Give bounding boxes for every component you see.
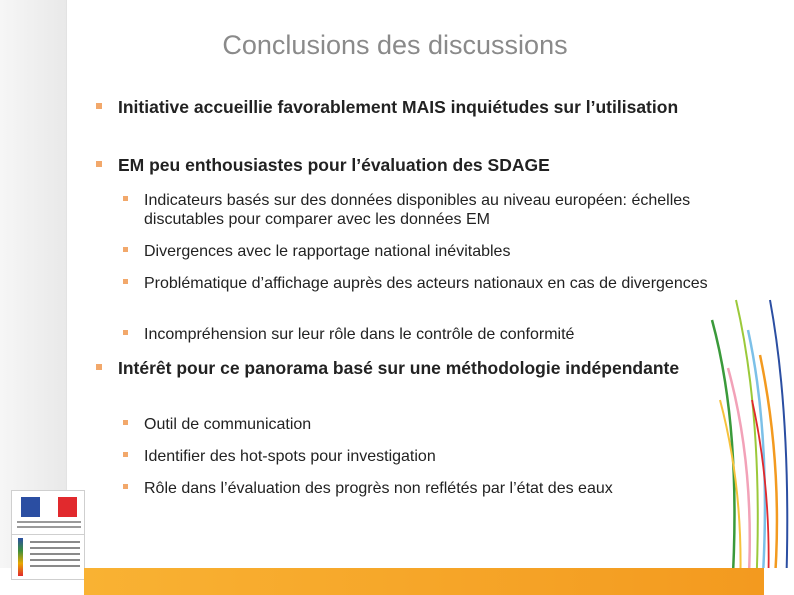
logo-divider [12,534,84,535]
square-bullet-icon [123,196,128,201]
square-bullet-icon [123,452,128,457]
sub-bullet-2-4: Incompréhension sur leur rôle dans le contrôle de conformité [123,325,713,344]
logo-color-bar [18,538,23,576]
logo-motto [17,521,81,531]
sub-bullet-2-2: Divergences avec le rapportage national inévitables [123,242,713,261]
square-bullet-icon [123,330,128,335]
bullet-point-3: Intérêt pour ce panorama basé sur une méthodologie indépendante [96,358,706,379]
bullet-point-2: EM peu enthousiastes pour l’évaluation des SDAGE [96,155,706,176]
square-bullet-icon [123,279,128,284]
sub-bullet-2-3: Problématique d’affichage auprès des acteurs nationaux en cas de divergences [123,274,713,293]
square-bullet-icon [96,103,102,109]
square-bullet-icon [123,420,128,425]
logo-ministry-name [30,541,80,571]
sub-bullet-3-1: Outil de communication [123,415,713,434]
french-flag-icon [21,497,77,517]
sub-bullet-2-1: Indicateurs basés sur des données disponibles au niveau européen: échelles discutables pour comparer avec les données EM [123,191,713,229]
sub-bullet-3-2: Identifier des hot-spots pour investigation [123,447,713,466]
slide-title: Conclusions des discussions [222,30,568,60]
sub-bullet-3-3: Rôle dans l’évaluation des progrès non reflétés par l’état des eaux [123,479,713,498]
bullet-point-1: Initiative accueillie favorablement MAIS inquiétudes sur l’utilisation [96,97,706,118]
bottom-orange-band [84,568,764,595]
stripe-lime [736,300,758,592]
square-bullet-icon [96,364,102,370]
bottom-band-end [764,568,794,595]
square-bullet-icon [123,247,128,252]
square-bullet-icon [96,161,102,167]
stripe-pink [728,368,750,592]
square-bullet-icon [123,484,128,489]
marianne-ministry-logo [11,490,85,580]
